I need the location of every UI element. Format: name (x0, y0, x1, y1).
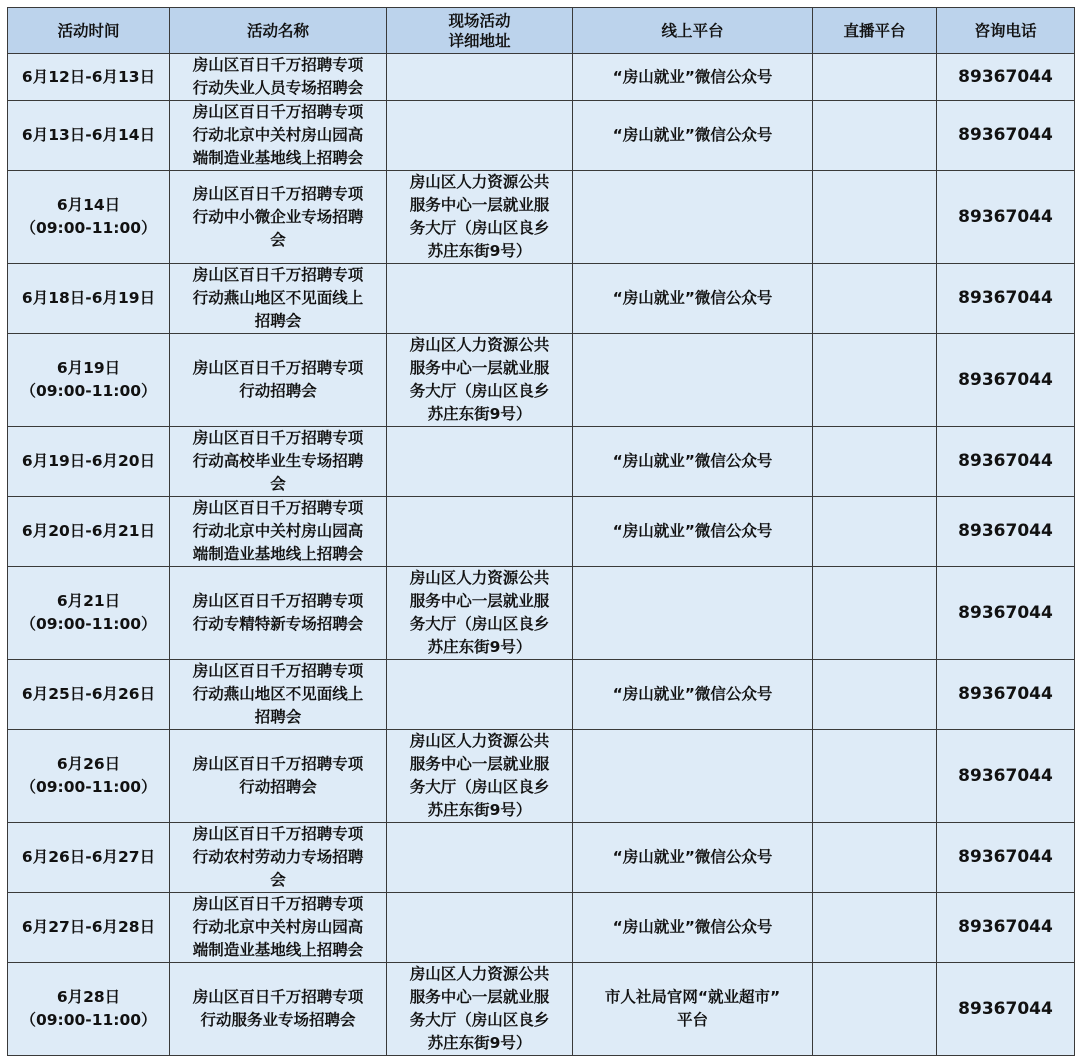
table-row (8, 823, 1075, 893)
activity-time-cell: 6月26日 （09:00-11:00） (8, 730, 170, 823)
activity-name-cell: 房山区百日千万招聘专项 行动失业人员专场招聘会 (170, 54, 387, 101)
activity-time-cell: 6月25日-6月26日 (8, 660, 170, 730)
online-platform-cell: “房山就业”微信公众号 (573, 823, 813, 893)
live-platform-cell (813, 730, 937, 823)
activity-name-cell: 房山区百日千万招聘专项 行动农村劳动力专场招聘 会 (170, 823, 387, 893)
consult-phone-cell: 89367044 (937, 101, 1075, 171)
table-row (8, 334, 1075, 427)
live-platform-cell (813, 427, 937, 497)
venue-address-cell (387, 823, 573, 893)
consult-phone-cell: 89367044 (937, 54, 1075, 101)
consult-phone-cell: 89367044 (937, 660, 1075, 730)
live-platform-cell (813, 823, 937, 893)
online-platform-cell: 市人社局官网“就业超市” 平台 (573, 963, 813, 1056)
activity-time-cell: 6月19日-6月20日 (8, 427, 170, 497)
consult-phone-cell: 89367044 (937, 334, 1075, 427)
activity-time-cell: 6月12日-6月13日 (8, 54, 170, 101)
header-online-platform: 线上平台 (573, 8, 813, 54)
table-row (8, 101, 1075, 171)
activity-name-cell: 房山区百日千万招聘专项 行动服务业专场招聘会 (170, 963, 387, 1056)
table-row (8, 567, 1075, 660)
table-row (8, 427, 1075, 497)
activity-time-cell: 6月19日 （09:00-11:00） (8, 334, 170, 427)
header-consult-phone: 咨询电话 (937, 8, 1075, 54)
venue-address-cell (387, 497, 573, 567)
header-activity-time: 活动时间 (8, 8, 170, 54)
header-activity-name: 活动名称 (170, 8, 387, 54)
online-platform-cell: “房山就业”微信公众号 (573, 54, 813, 101)
online-platform-cell: “房山就业”微信公众号 (573, 497, 813, 567)
table-row (8, 171, 1075, 264)
venue-address-cell: 房山区人力资源公共 服务中心一层就业服 务大厅（房山区良乡 苏庄东街9号） (387, 730, 573, 823)
activity-name-cell: 房山区百日千万招聘专项 行动中小微企业专场招聘 会 (170, 171, 387, 264)
venue-address-cell (387, 427, 573, 497)
table-row (8, 54, 1075, 101)
venue-address-cell: 房山区人力资源公共 服务中心一层就业服 务大厅（房山区良乡 苏庄东街9号） (387, 171, 573, 264)
consult-phone-cell: 89367044 (937, 567, 1075, 660)
consult-phone-cell: 89367044 (937, 497, 1075, 567)
live-platform-cell (813, 497, 937, 567)
online-platform-cell: “房山就业”微信公众号 (573, 101, 813, 171)
activity-time-cell: 6月26日-6月27日 (8, 823, 170, 893)
consult-phone-cell: 89367044 (937, 963, 1075, 1056)
consult-phone-cell: 89367044 (937, 427, 1075, 497)
live-platform-cell (813, 963, 937, 1056)
activity-name-cell: 房山区百日千万招聘专项 行动高校毕业生专场招聘 会 (170, 427, 387, 497)
consult-phone-cell: 89367044 (937, 893, 1075, 963)
venue-address-cell (387, 264, 573, 334)
online-platform-cell: “房山就业”微信公众号 (573, 660, 813, 730)
activity-name-cell: 房山区百日千万招聘专项 行动招聘会 (170, 334, 387, 427)
online-platform-cell (573, 171, 813, 264)
header-live-platform: 直播平台 (813, 8, 937, 54)
online-platform-cell: “房山就业”微信公众号 (573, 264, 813, 334)
live-platform-cell (813, 101, 937, 171)
online-platform-cell: “房山就业”微信公众号 (573, 427, 813, 497)
live-platform-cell (813, 660, 937, 730)
venue-address-cell: 房山区人力资源公共 服务中心一层就业服 务大厅（房山区良乡 苏庄东街9号） (387, 567, 573, 660)
consult-phone-cell: 89367044 (937, 823, 1075, 893)
venue-address-cell: 房山区人力资源公共 服务中心一层就业服 务大厅（房山区良乡 苏庄东街9号） (387, 963, 573, 1056)
activity-time-cell: 6月13日-6月14日 (8, 101, 170, 171)
venue-address-cell (387, 101, 573, 171)
activity-time-cell: 6月27日-6月28日 (8, 893, 170, 963)
table-row (8, 730, 1075, 823)
activity-time-cell: 6月21日 （09:00-11:00） (8, 567, 170, 660)
activity-name-cell: 房山区百日千万招聘专项 行动专精特新专场招聘会 (170, 567, 387, 660)
table-row (8, 264, 1075, 334)
activity-name-cell: 房山区百日千万招聘专项 行动北京中关村房山园高 端制造业基地线上招聘会 (170, 101, 387, 171)
header-venue-address: 现场活动 详细地址 (387, 8, 573, 54)
table-row (8, 660, 1075, 730)
table-row (8, 893, 1075, 963)
online-platform-cell (573, 567, 813, 660)
recruitment-schedule-table (7, 7, 1075, 1056)
venue-address-cell (387, 660, 573, 730)
online-platform-cell (573, 730, 813, 823)
live-platform-cell (813, 334, 937, 427)
live-platform-cell (813, 567, 937, 660)
consult-phone-cell: 89367044 (937, 264, 1075, 334)
table-row (8, 497, 1075, 567)
venue-address-cell (387, 54, 573, 101)
live-platform-cell (813, 893, 937, 963)
header-row (8, 8, 1075, 54)
consult-phone-cell: 89367044 (937, 730, 1075, 823)
activity-time-cell: 6月28日 （09:00-11:00） (8, 963, 170, 1056)
venue-address-cell (387, 893, 573, 963)
live-platform-cell (813, 264, 937, 334)
live-platform-cell (813, 54, 937, 101)
venue-address-cell: 房山区人力资源公共 服务中心一层就业服 务大厅（房山区良乡 苏庄东街9号） (387, 334, 573, 427)
activity-name-cell: 房山区百日千万招聘专项 行动北京中关村房山园高 端制造业基地线上招聘会 (170, 497, 387, 567)
activity-name-cell: 房山区百日千万招聘专项 行动招聘会 (170, 730, 387, 823)
consult-phone-cell: 89367044 (937, 171, 1075, 264)
online-platform-cell: “房山就业”微信公众号 (573, 893, 813, 963)
online-platform-cell (573, 334, 813, 427)
live-platform-cell (813, 171, 937, 264)
activity-time-cell: 6月14日 （09:00-11:00） (8, 171, 170, 264)
activity-time-cell: 6月18日-6月19日 (8, 264, 170, 334)
activity-name-cell: 房山区百日千万招聘专项 行动北京中关村房山园高 端制造业基地线上招聘会 (170, 893, 387, 963)
table-row (8, 963, 1075, 1056)
activity-name-cell: 房山区百日千万招聘专项 行动燕山地区不见面线上 招聘会 (170, 264, 387, 334)
activity-time-cell: 6月20日-6月21日 (8, 497, 170, 567)
activity-name-cell: 房山区百日千万招聘专项 行动燕山地区不见面线上 招聘会 (170, 660, 387, 730)
